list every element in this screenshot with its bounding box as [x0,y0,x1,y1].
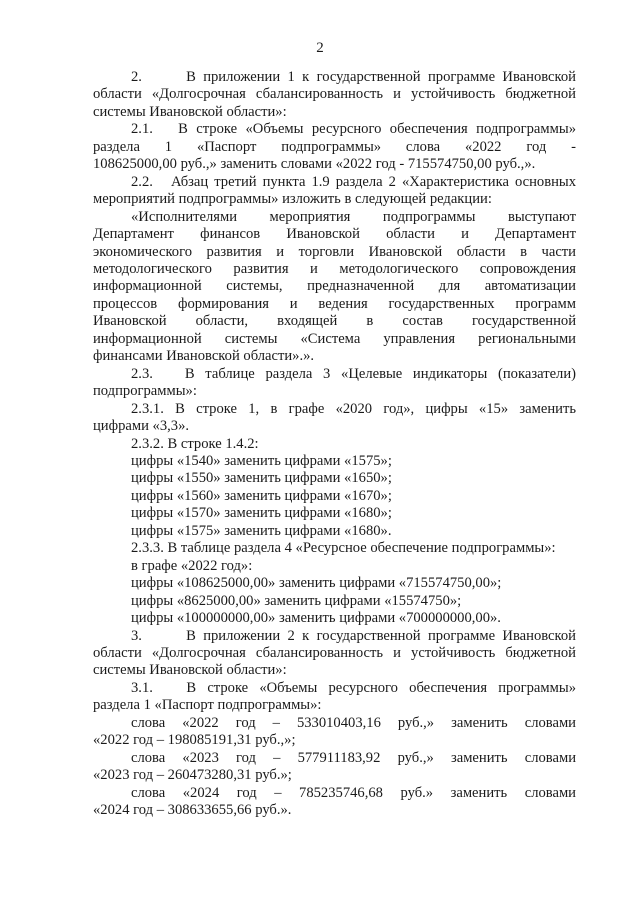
text-line: области «Долгосрочная сбалансированность и устойчивость бюджетной [93,644,576,661]
text-line: цифрами «3,3». [93,418,190,435]
text-line: финансами Ивановской области».». [93,348,315,365]
text-line: в графе «2022 год»: [131,557,253,574]
text-line: цифры «1540» заменить цифрами «1575»; [131,452,392,469]
text-line: «Исполнителями мероприятия подпрограммы выступают [131,208,576,225]
text-line: экономического развития и торговли Ивановской области в части [93,243,576,260]
text-line: цифры «100000000,00» заменить цифрами «700000000,00». [131,610,501,627]
text-line: цифры «8625000,00» заменить цифрами «15574750»; [131,592,462,609]
text-line: 2.3.1. В строке 1, в графе «2020 год», цифры «15» заменить [131,400,576,417]
text-line: 2.3. В таблице раздела 3 «Целевые индикаторы (показатели) [131,365,576,382]
text-line: области «Долгосрочная сбалансированность и устойчивость бюджетной [93,86,576,103]
text-line: «2024 год – 308633655,66 руб.». [93,802,292,819]
text-line: методологического развития и методологического сопровождения [93,260,576,277]
text-line: «2023 год – 260473280,31 руб.»; [93,767,292,784]
text-line: 2.2. Абзац третий пункта 1.9 раздела 2 «Характеристика основных [131,173,576,190]
text-line: системы Ивановской области»: [93,662,287,679]
text-line: Департамент финансов Ивановской области и Департамент [93,226,576,243]
text-line: системы Ивановской области»: [93,103,287,120]
text-line: слова «2022 год – 533010403,16 руб.,» заменить словами [131,714,576,731]
text-line: процессов формирования и ведения государственных программ [93,295,576,312]
text-line: 2. В приложении 1 к государственной программе Ивановской [131,69,576,85]
page-number: 2 [316,40,324,56]
text-line: цифры «108625000,00» заменить цифрами «715574750,00»; [131,575,502,592]
text-line: информационной системы «Система управления региональными [93,330,576,347]
text-line: мероприятий подпрограммы» изложить в следующей редакции: [93,191,492,208]
text-line: слова «2023 год – 577911183,92 руб.,» заменить словами [131,749,576,766]
text-line: 2.1. В строке «Объемы ресурсного обеспечения подпрограммы» [131,121,576,138]
text-line: слова «2024 год – 785235746,68 руб.» заменить словами [131,784,576,801]
text-line: информационной системы, предназначенной для автоматизации [93,278,576,295]
text-line: 2.3.3. В таблице раздела 4 «Ресурсное обеспечение подпрограммы»: [131,540,556,557]
text-line: 2.3.2. В строке 1.4.2: [131,435,259,452]
text-line: подпрограммы»: [93,383,197,400]
text-line: 108625000,00 руб.,» заменить словами «2022 год - 715574750,00 руб.,». [93,156,536,173]
text-line: «2022 год – 198085191,31 руб.,»; [93,732,296,749]
text-line: 3.1. В строке «Объемы ресурсного обеспечения программы» [131,679,576,696]
text-line: цифры «1570» заменить цифрами «1680»; [131,505,392,522]
document-body [93,69,576,819]
text-line: 3. В приложении 2 к государственной программе Ивановской [131,627,576,644]
text-line: цифры «1575» заменить цифрами «1680». [131,522,392,539]
text-line: цифры «1550» заменить цифрами «1650»; [131,470,392,487]
text-line: Ивановской области, входящей в состав государственной [93,313,576,330]
text-line: раздела 1 «Паспорт подпрограммы»: [93,697,322,714]
text-line: раздела 1 «Паспорт подпрограммы» слова «2022 год - [93,138,576,155]
text-line: цифры «1560» заменить цифрами «1670»; [131,487,392,504]
